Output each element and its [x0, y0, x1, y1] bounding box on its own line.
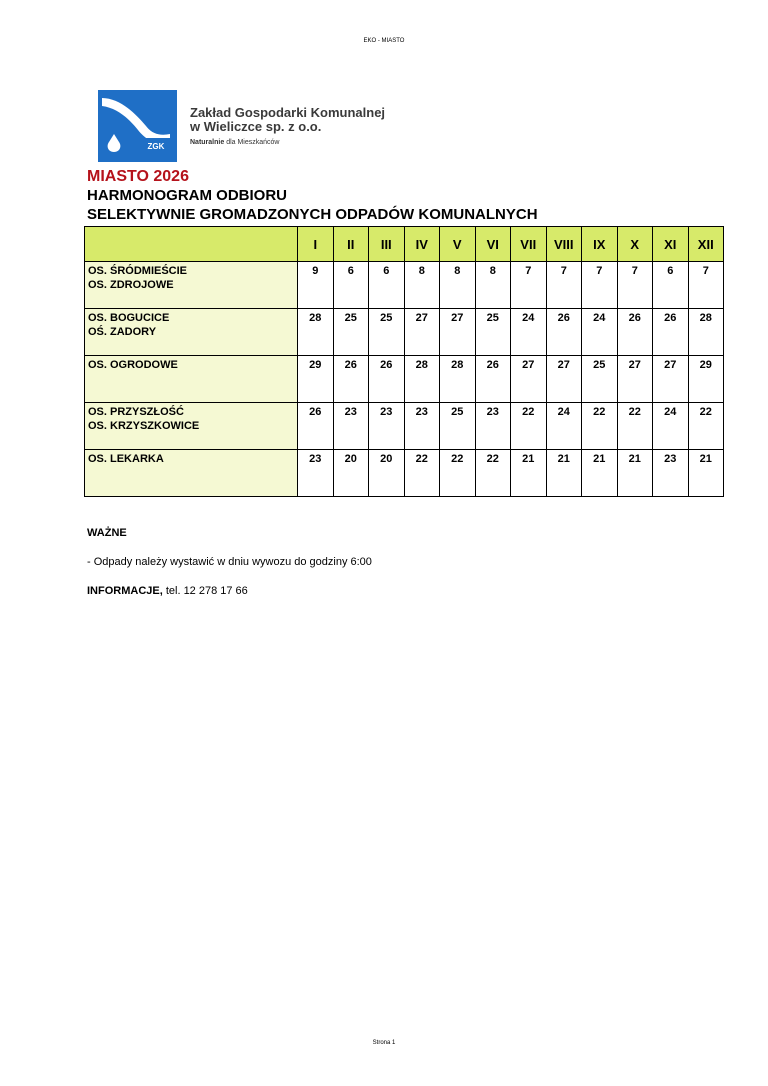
district-name: OS. KRZYSZKOWICE [88, 420, 200, 432]
district-cell [85, 450, 298, 497]
day-cell: 26 [298, 403, 334, 450]
table-row [85, 356, 724, 403]
day-cell: 26 [475, 356, 511, 403]
day-cell: 7 [617, 262, 653, 309]
day-cell: 26 [653, 309, 689, 356]
month-header: VII [511, 227, 547, 262]
day-cell: 20 [333, 450, 369, 497]
pickup-note: - Odpady należy wystawić w dniu wywozu do godziny 6:00 [87, 556, 372, 568]
day-cell: 22 [475, 450, 511, 497]
page-header: EKO - MIASTO [363, 38, 405, 44]
month-header: V [440, 227, 476, 262]
day-cell: 25 [475, 309, 511, 356]
district-header-cell [85, 227, 298, 262]
day-cell: 23 [404, 403, 440, 450]
year-title: MIASTO 2026 [87, 168, 189, 185]
day-cell: 25 [582, 356, 618, 403]
day-cell: 23 [369, 403, 405, 450]
day-cell: 26 [333, 356, 369, 403]
day-cell: 28 [688, 309, 724, 356]
month-header: X [617, 227, 653, 262]
org-name-block [190, 106, 385, 146]
title-line-1: HARMONOGRAM ODBIORU [87, 187, 287, 204]
contact-info [87, 585, 248, 597]
day-cell: 8 [404, 262, 440, 309]
day-cell: 21 [546, 450, 582, 497]
district-name: OŚ. ZADORY [88, 326, 157, 338]
org-tagline-bold: Naturalnie [190, 139, 225, 146]
day-cell: 25 [333, 309, 369, 356]
org-tagline [190, 139, 385, 146]
table-row [85, 450, 724, 497]
day-cell: 22 [440, 450, 476, 497]
day-cell: 22 [582, 403, 618, 450]
month-header: XII [688, 227, 724, 262]
table-row [85, 262, 724, 309]
district-cell [85, 262, 298, 309]
day-cell: 27 [653, 356, 689, 403]
district-name: OS. ŚRÓDMIEŚCIE [88, 265, 188, 277]
district-name: OS. BOGUCICE [88, 312, 170, 324]
day-cell: 24 [546, 403, 582, 450]
day-cell: 27 [546, 356, 582, 403]
table-row [85, 309, 724, 356]
day-cell: 6 [369, 262, 405, 309]
day-cell: 21 [511, 450, 547, 497]
day-cell: 20 [369, 450, 405, 497]
district-name: OS. ZDROJOWE [88, 279, 174, 291]
day-cell: 26 [617, 309, 653, 356]
info-label: INFORMACJE, [87, 585, 163, 597]
district-name: OS. PRZYSZŁOŚĆ [88, 406, 184, 418]
day-cell: 25 [440, 403, 476, 450]
day-cell: 26 [369, 356, 405, 403]
district-name: OS. LEKARKA [88, 453, 164, 465]
day-cell: 23 [298, 450, 334, 497]
month-header: XI [653, 227, 689, 262]
day-cell: 27 [440, 309, 476, 356]
day-cell: 7 [546, 262, 582, 309]
info-phone: tel. 12 278 17 66 [162, 585, 248, 597]
day-cell: 8 [475, 262, 511, 309]
day-cell: 26 [546, 309, 582, 356]
month-header: III [369, 227, 405, 262]
day-cell: 7 [582, 262, 618, 309]
org-tagline-rest: dla Mieszkańców [226, 139, 280, 146]
day-cell: 29 [688, 356, 724, 403]
month-header: II [333, 227, 369, 262]
day-cell: 7 [511, 262, 547, 309]
table-row [85, 403, 724, 450]
district-cell [85, 403, 298, 450]
district-cell [85, 356, 298, 403]
day-cell: 23 [475, 403, 511, 450]
org-name-line2: w Wieliczce sp. z o.o. [190, 119, 322, 134]
day-cell: 21 [582, 450, 618, 497]
day-cell: 8 [440, 262, 476, 309]
day-cell: 6 [653, 262, 689, 309]
zgk-logo [98, 90, 177, 162]
title-line-2: SELEKTYWNIE GROMADZONYCH ODPADÓW KOMUNALNYCH [87, 206, 538, 223]
day-cell: 22 [617, 403, 653, 450]
logo-text: ZGK [147, 142, 165, 151]
day-cell: 23 [333, 403, 369, 450]
day-cell: 29 [298, 356, 334, 403]
schedule-table [84, 226, 724, 497]
month-header-row [85, 227, 724, 262]
month-header: VI [475, 227, 511, 262]
day-cell: 24 [653, 403, 689, 450]
important-heading: WAŻNE [87, 527, 127, 539]
org-name-line1: Zakład Gospodarki Komunalnej [190, 105, 386, 120]
day-cell: 24 [511, 309, 547, 356]
day-cell: 25 [369, 309, 405, 356]
day-cell: 22 [511, 403, 547, 450]
day-cell: 9 [298, 262, 334, 309]
day-cell: 28 [404, 356, 440, 403]
month-header: VIII [546, 227, 582, 262]
day-cell: 27 [617, 356, 653, 403]
day-cell: 28 [298, 309, 334, 356]
month-header: IX [582, 227, 618, 262]
district-cell [85, 309, 298, 356]
day-cell: 27 [404, 309, 440, 356]
month-header: I [298, 227, 334, 262]
day-cell: 6 [333, 262, 369, 309]
day-cell: 22 [688, 403, 724, 450]
day-cell: 23 [653, 450, 689, 497]
day-cell: 21 [617, 450, 653, 497]
day-cell: 22 [404, 450, 440, 497]
month-header: IV [404, 227, 440, 262]
day-cell: 21 [688, 450, 724, 497]
page-footer: Strona 1 [372, 1040, 396, 1046]
district-name: OS. OGRODOWE [88, 359, 178, 371]
day-cell: 27 [511, 356, 547, 403]
day-cell: 28 [440, 356, 476, 403]
day-cell: 24 [582, 309, 618, 356]
day-cell: 7 [688, 262, 724, 309]
